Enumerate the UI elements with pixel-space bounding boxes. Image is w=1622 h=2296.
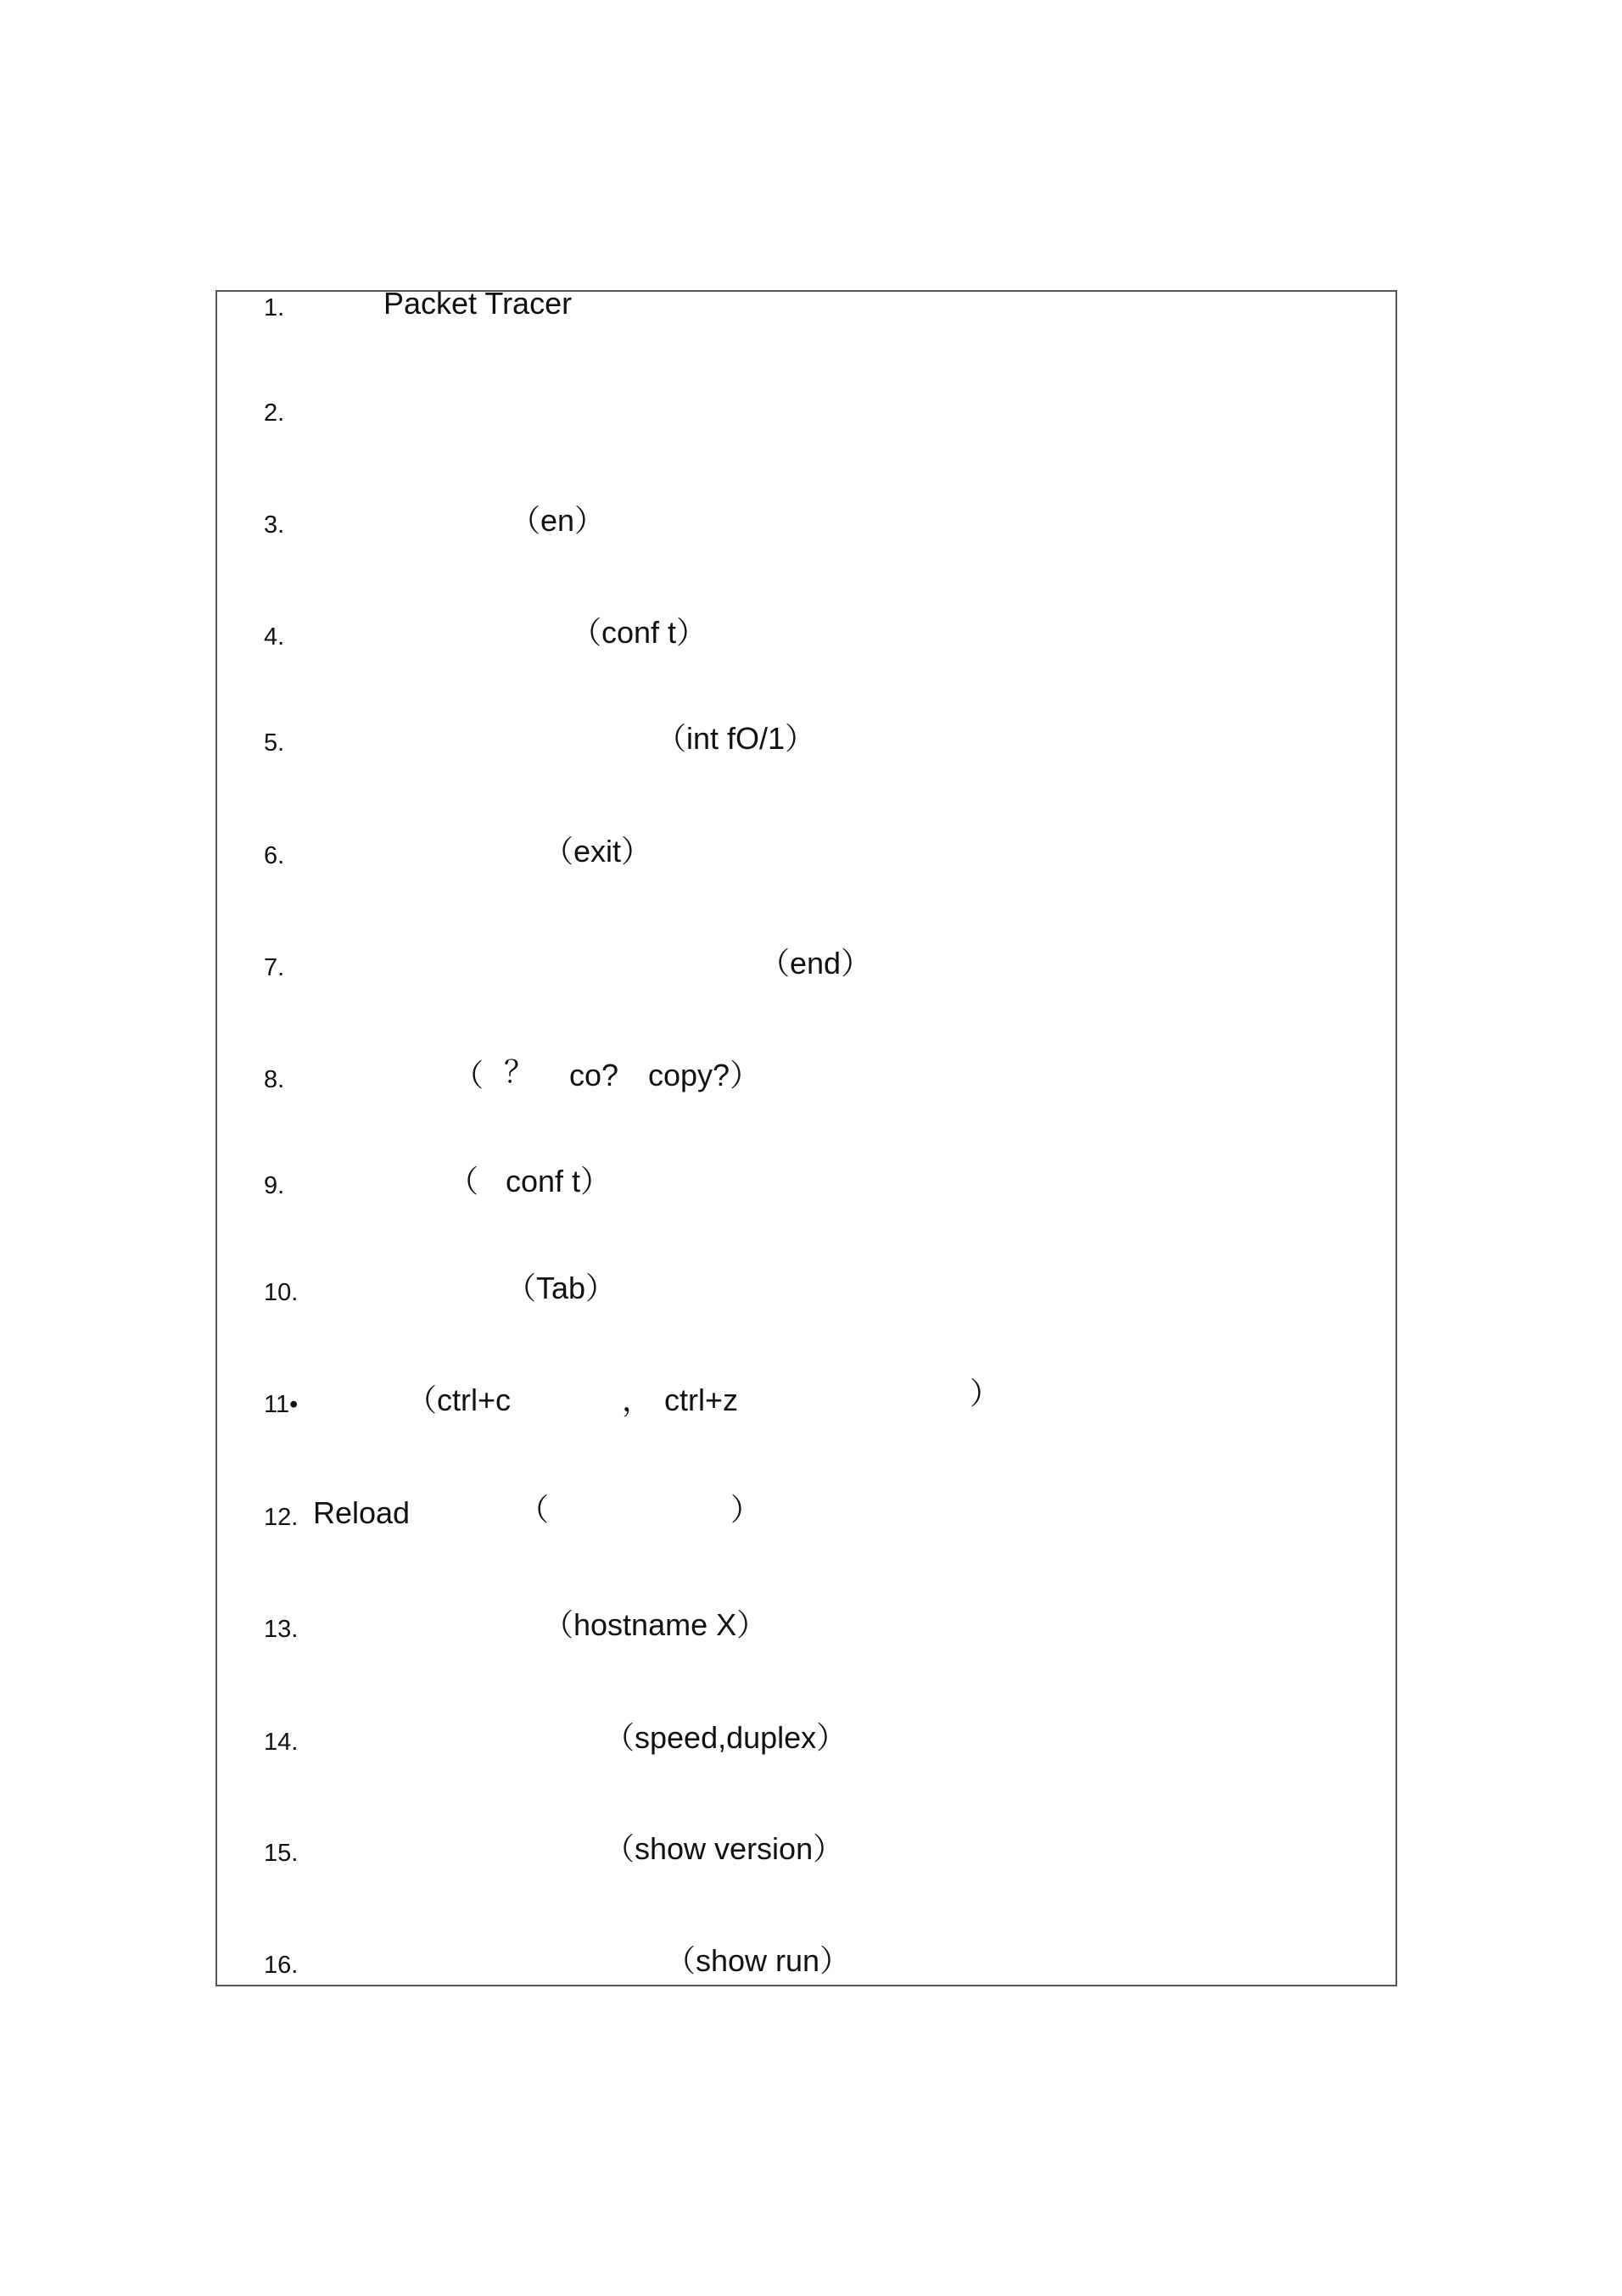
list-item: [217, 1370, 1395, 1421]
item-text: （ctrl+c: [406, 1383, 512, 1417]
item-text: （conf t）: [571, 615, 708, 650]
item-number: 4.: [264, 623, 285, 651]
item-number: 7.: [264, 954, 285, 981]
item-text: ，: [622, 1383, 653, 1417]
item-number: 16.: [264, 1952, 299, 1979]
list-item: [217, 708, 1395, 759]
item-text: Packet Tracer: [383, 286, 573, 321]
item-number: 9.: [264, 1172, 285, 1199]
item-number: 8.: [264, 1066, 285, 1093]
item-number: 3.: [264, 511, 285, 539]
item-text: （exit）: [543, 834, 652, 869]
list-item: [217, 1045, 1395, 1096]
list-item: [217, 1151, 1395, 1202]
document-frame: [215, 286, 1397, 1986]
item-number: 13.: [264, 1616, 299, 1643]
list-item: [217, 821, 1395, 872]
list-item: [217, 1595, 1395, 1645]
item-number: 11•: [264, 1391, 299, 1418]
item-text: ctrl+z: [664, 1383, 739, 1417]
item-text: （int fO/1）: [656, 721, 816, 756]
item-number: 1.: [264, 294, 285, 321]
item-text: （en）: [510, 503, 606, 538]
item-number: 2.: [264, 399, 285, 427]
item-text: co?: [569, 1058, 619, 1092]
list-item: [217, 378, 1395, 429]
item-number: 10.: [264, 1279, 299, 1306]
list-item: [217, 602, 1395, 653]
item-text: （Tab）: [506, 1271, 617, 1305]
item-text: conf t）: [506, 1164, 612, 1198]
item-text: （: [518, 1492, 550, 1527]
item-number: 5.: [264, 729, 285, 757]
list-item: [217, 1818, 1395, 1869]
list-item: [217, 273, 1395, 324]
item-number: 12.: [264, 1504, 299, 1531]
list-item: [217, 1483, 1395, 1533]
list-item: [217, 490, 1395, 541]
list-item: [217, 1930, 1395, 1981]
item-text: （speed,duplex）: [604, 1720, 847, 1755]
list-item: [217, 1707, 1395, 1758]
item-number: 14.: [264, 1729, 299, 1756]
item-text: （hostname X）: [543, 1607, 768, 1642]
list-item: [217, 1258, 1395, 1309]
item-text: copy?）: [648, 1058, 761, 1092]
item-text: ）: [730, 1492, 762, 1527]
item-text: （show version）: [604, 1831, 844, 1866]
list-item: [217, 933, 1395, 984]
item-text: （: [448, 1164, 479, 1198]
item-text: Reload: [313, 1495, 411, 1530]
item-number: 15.: [264, 1840, 299, 1867]
item-text: （end）: [759, 946, 872, 980]
item-text: （: [453, 1058, 484, 1092]
item-text: ？: [504, 1054, 535, 1089]
item-text: （show run）: [665, 1943, 851, 1978]
item-number: 6.: [264, 842, 285, 869]
item-text: ）: [970, 1376, 1001, 1411]
